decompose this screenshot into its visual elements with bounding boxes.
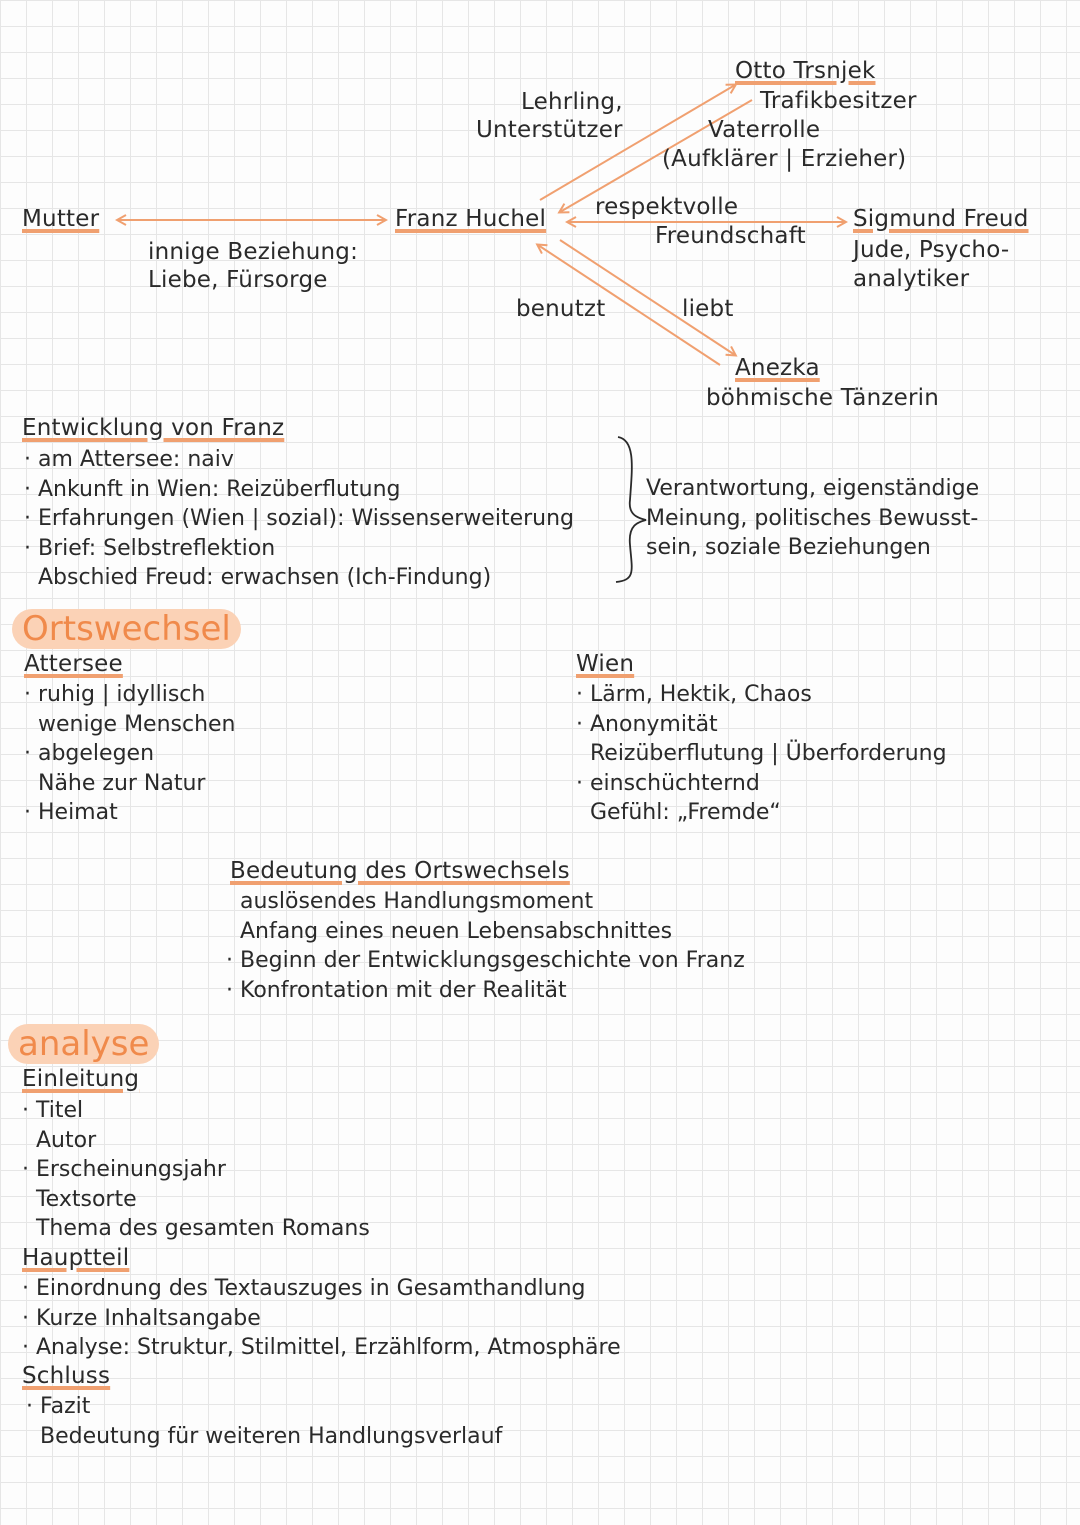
relation-anezka-right: liebt bbox=[682, 296, 734, 322]
relation-otto-line: Unterstützer bbox=[476, 117, 623, 143]
node-franz-huchel: Franz Huchel bbox=[395, 206, 547, 232]
relation-mutter bbox=[148, 238, 358, 294]
wien-item: · Anonymität bbox=[576, 711, 718, 737]
bedeutung-item: Anfang eines neuen Lebensabschnittes bbox=[226, 918, 673, 944]
relation-anezka-left: benutzt bbox=[516, 296, 606, 322]
schluss-item: · Fazit bbox=[26, 1394, 91, 1419]
attersee-item: Nähe zur Natur bbox=[24, 770, 206, 796]
node-anezka: Anezka bbox=[735, 355, 820, 381]
entwicklung-list bbox=[24, 445, 574, 593]
hauptteil-list bbox=[22, 1274, 621, 1363]
bedeutung-list bbox=[226, 887, 745, 1005]
attersee-item: wenige Menschen bbox=[24, 711, 236, 737]
einleitung-title: Einleitung bbox=[22, 1066, 140, 1092]
bedeutung-item: · Konfrontation mit der Realität bbox=[226, 977, 567, 1003]
heading-ortswechsel: Ortswechsel bbox=[12, 609, 241, 649]
freud-desc-2: analytiker bbox=[853, 266, 970, 292]
summary-line: Meinung, politisches Bewusst- bbox=[646, 505, 979, 531]
relation-freud-1: respektvolle bbox=[595, 194, 739, 220]
entwicklung-summary bbox=[646, 474, 979, 563]
einleitung-item: · Erscheinungsjahr bbox=[22, 1157, 226, 1182]
einleitung-item: Textsorte bbox=[22, 1186, 137, 1212]
attersee-item: · abgelegen bbox=[24, 741, 155, 766]
bedeutung-item: · Beginn der Entwicklungsgeschichte von Franz bbox=[226, 948, 745, 973]
wien-item: Gefühl: „Fremde“ bbox=[576, 800, 781, 825]
entwicklung-item: Abschied Freud: erwachsen (Ich-Findung) bbox=[24, 565, 492, 590]
anezka-desc: böhmische Tänzerin bbox=[706, 385, 939, 411]
einleitung-item: Thema des gesamten Romans bbox=[22, 1216, 370, 1241]
relation-freud-2: Freundschaft bbox=[655, 223, 806, 249]
summary-line: Verantwortung, eigenständige bbox=[646, 476, 980, 501]
bedeutung-title: Bedeutung des Ortswechsels bbox=[230, 858, 570, 884]
entwicklung-item: · am Attersee: naiv bbox=[24, 447, 234, 472]
attersee-item: · Heimat bbox=[24, 800, 118, 825]
entwicklung-title: Entwicklung von Franz bbox=[22, 415, 285, 441]
entwicklung-item: · Ankunft in Wien: Reizüberflutung bbox=[24, 476, 401, 502]
schluss-title: Schluss bbox=[22, 1363, 111, 1389]
wien-title: Wien bbox=[576, 651, 635, 677]
wien-item: · einschüchternd bbox=[576, 770, 760, 796]
otto-desc-3: (Aufklärer | Erzieher) bbox=[662, 146, 907, 172]
einleitung-list bbox=[22, 1096, 370, 1244]
hauptteil-item: · Einordnung des Textauszuges in Gesamthandlung bbox=[22, 1276, 586, 1301]
schluss-item: Bedeutung für weiteren Handlungsverlauf bbox=[26, 1423, 503, 1449]
attersee-title: Attersee bbox=[24, 651, 123, 677]
schluss-list bbox=[26, 1392, 502, 1451]
entwicklung-item: · Erfahrungen (Wien | sozial): Wissenserweiterung bbox=[24, 506, 574, 531]
wien-item: Reizüberflutung | Überforderung bbox=[576, 741, 947, 766]
freud-desc-1: Jude, Psycho- bbox=[853, 237, 1010, 263]
hauptteil-title: Hauptteil bbox=[22, 1245, 130, 1271]
attersee-item: · ruhig | idyllisch bbox=[24, 682, 206, 707]
relation-mutter-line: Liebe, Fürsorge bbox=[148, 267, 328, 293]
relation-otto-line: Lehrling, bbox=[521, 89, 623, 115]
einleitung-item: · Titel bbox=[22, 1098, 84, 1123]
relation-mutter-line: innige Beziehung: bbox=[148, 239, 359, 265]
otto-desc-2: Vaterrolle bbox=[708, 117, 821, 143]
wien-list bbox=[576, 680, 947, 828]
relation-otto bbox=[476, 88, 623, 144]
heading-analyse: analyse bbox=[8, 1024, 159, 1064]
curly-brace bbox=[616, 437, 646, 582]
otto-desc-1: Trafikbesitzer bbox=[760, 88, 917, 114]
hauptteil-item: · Analyse: Struktur, Stilmittel, Erzählform, Atmosphäre bbox=[22, 1335, 621, 1360]
einleitung-item: Autor bbox=[22, 1127, 97, 1153]
entwicklung-item: · Brief: Selbstreflektion bbox=[24, 535, 276, 561]
node-mutter: Mutter bbox=[22, 206, 100, 232]
wien-item: · Lärm, Hektik, Chaos bbox=[576, 682, 812, 707]
attersee-list bbox=[24, 680, 236, 828]
bedeutung-item: auslösendes Handlungsmoment bbox=[226, 889, 594, 914]
node-freud: Sigmund Freud bbox=[853, 206, 1029, 232]
summary-line: sein, soziale Beziehungen bbox=[646, 535, 931, 560]
hauptteil-item: · Kurze Inhaltsangabe bbox=[22, 1305, 261, 1331]
node-otto: Otto Trsnjek bbox=[735, 58, 876, 84]
